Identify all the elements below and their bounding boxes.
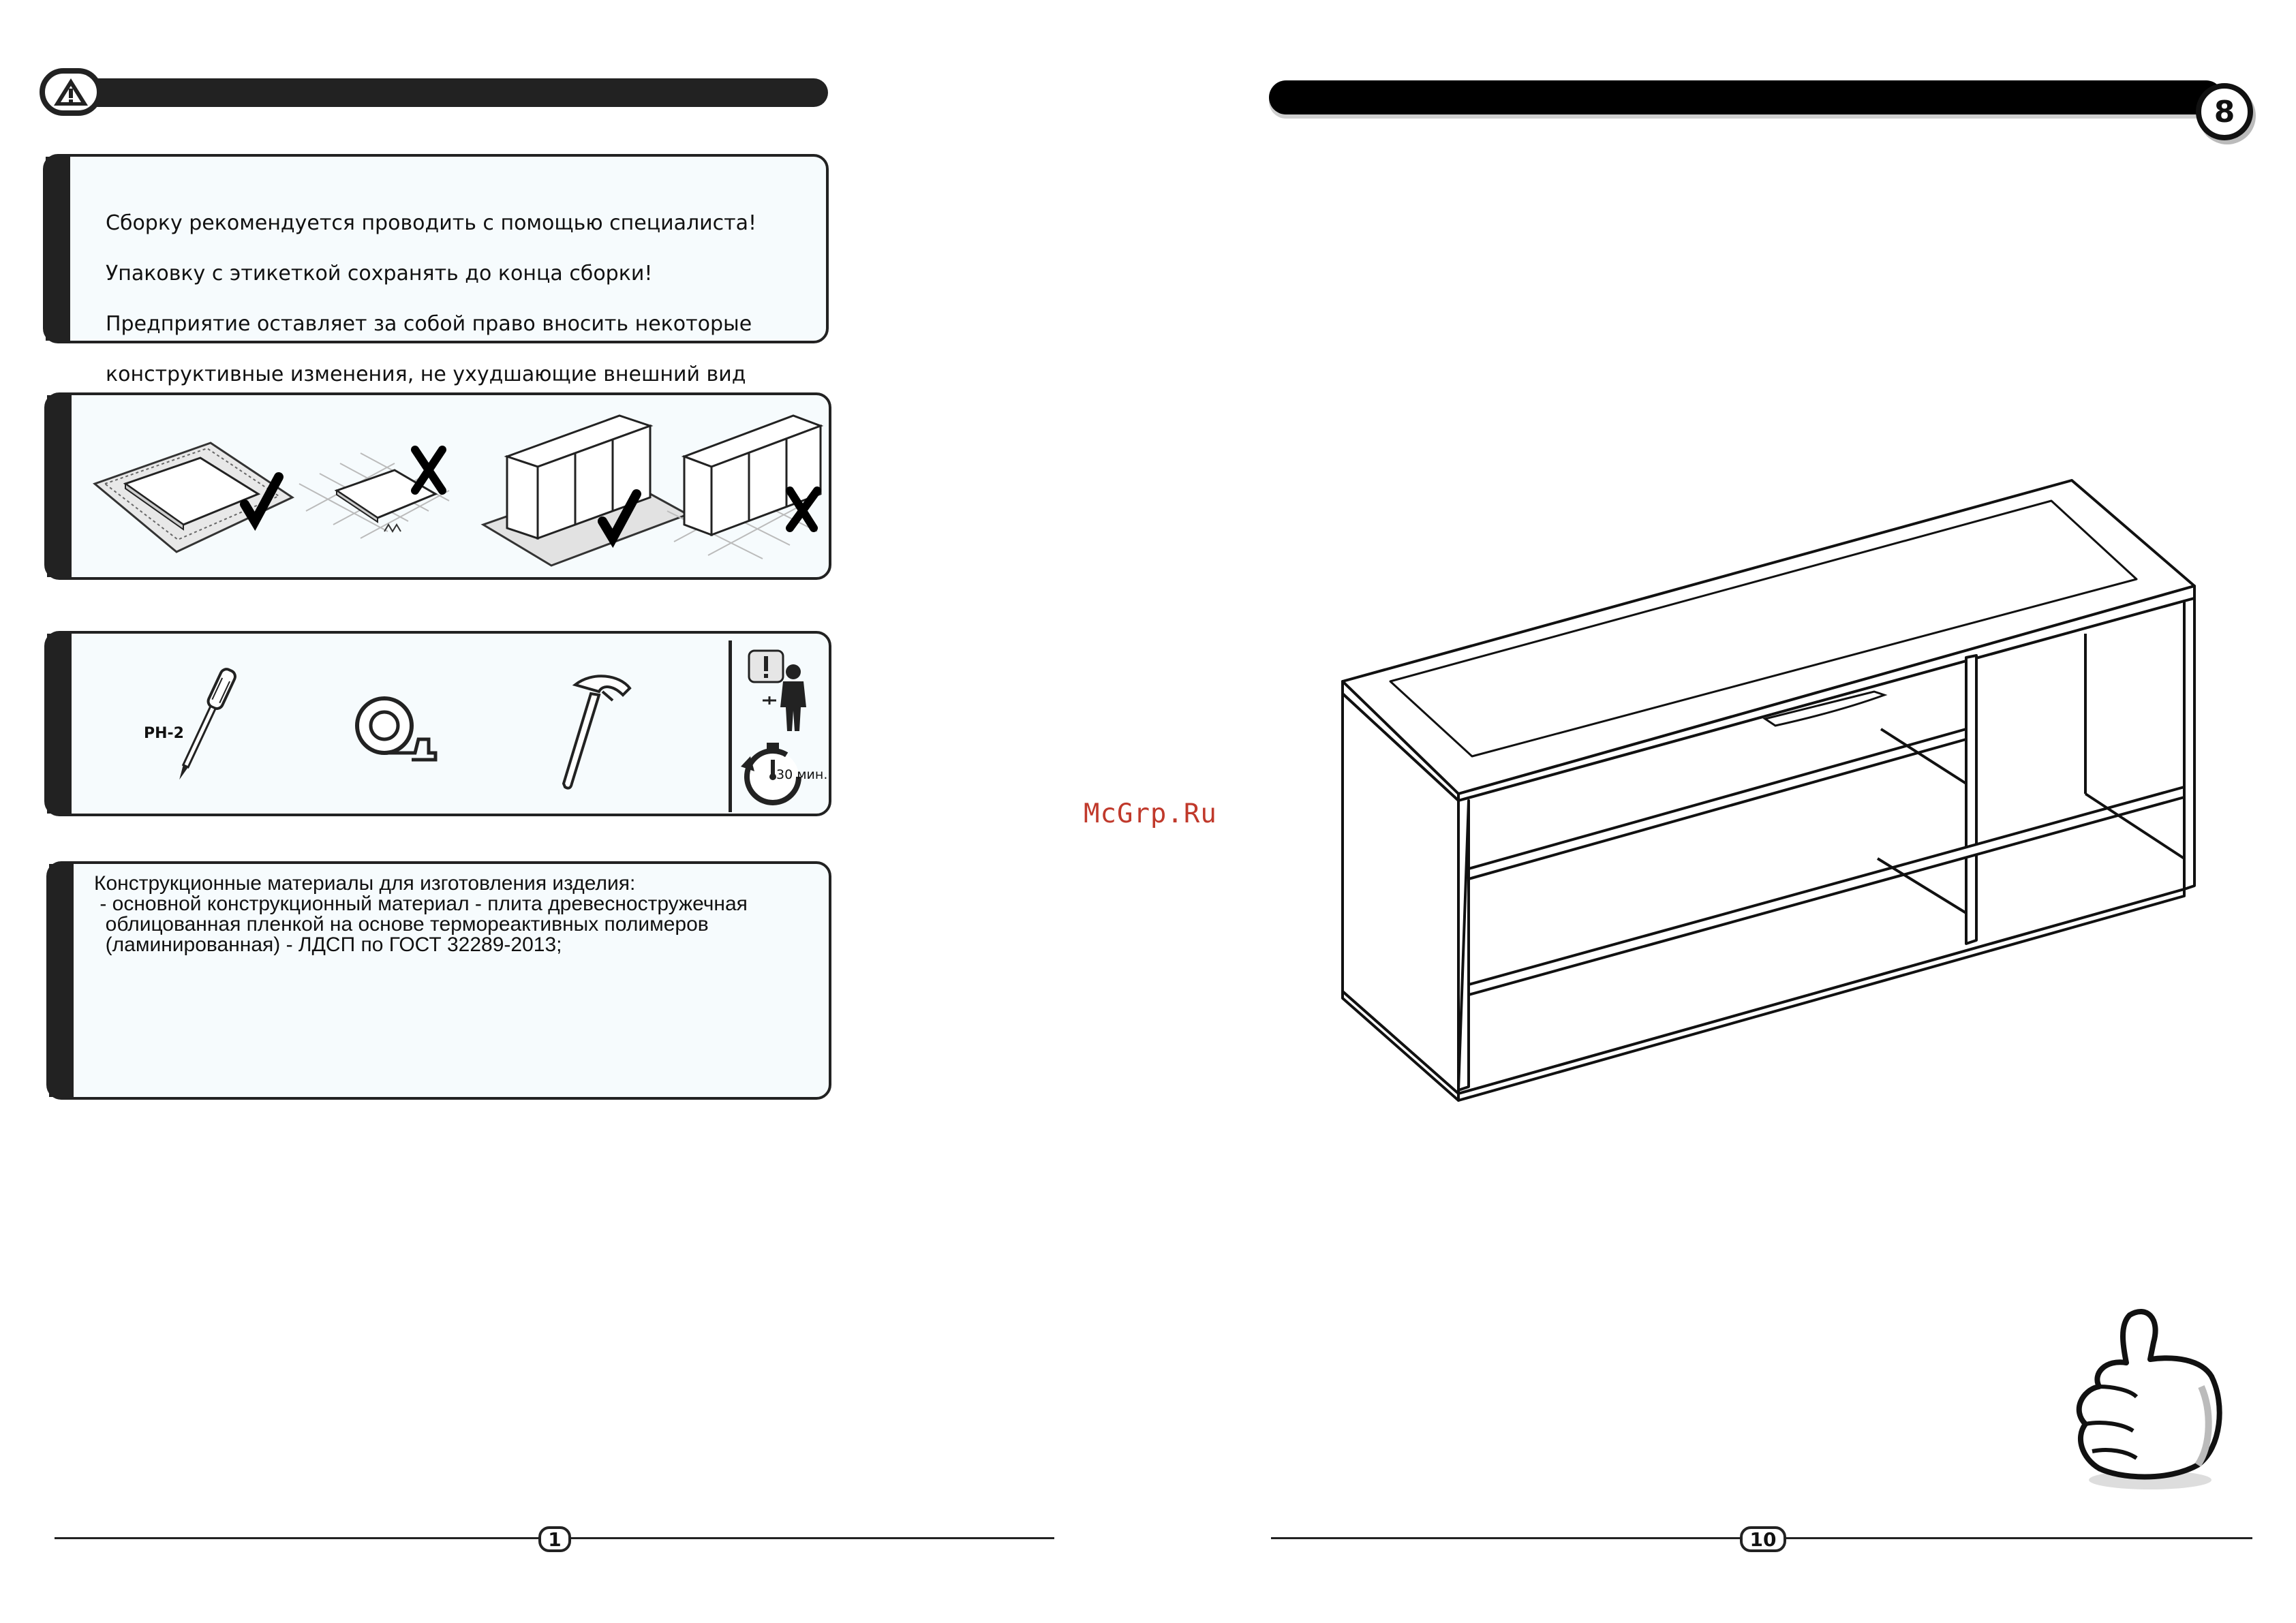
right-page-number: 10: [1740, 1526, 1786, 1552]
watermark: McGrp.Ru: [1084, 799, 1217, 829]
materials-line: (ламинированная) - ЛДСП по ГОСТ 32289-2013;: [94, 933, 562, 956]
notice-panel: [43, 154, 829, 386]
tape-measure-icon: [350, 688, 446, 770]
left-page-number: 1: [538, 1526, 571, 1552]
tools-divider: [729, 640, 732, 812]
screwdriver-icon: [159, 661, 248, 790]
materials-panel: [46, 861, 831, 1100]
left-header-bar: [41, 78, 828, 107]
cabinet-floor-cross-icon: [667, 416, 821, 559]
warning-badge: [40, 68, 102, 116]
notice-line: Предприятие оставляет за собой право вносить некоторые: [106, 312, 752, 336]
warning-triangle-icon: [52, 76, 90, 108]
materials-line: Конструкционные материалы для изготовления изделия:: [94, 872, 636, 895]
surface-illustrations: [74, 395, 831, 579]
notice-line: Упаковку с этикеткой сохранять до конца сборки!: [106, 262, 653, 285]
panel-strip: [46, 157, 70, 341]
time-label: 30 мин.: [776, 767, 828, 782]
surface-panel: [44, 392, 831, 580]
notice-line: Сборку рекомендуется проводить с помощью специалиста!: [106, 211, 757, 235]
cabinet-drawing: [1329, 477, 2201, 1111]
right-header-bar: [1269, 80, 2223, 114]
panel-strip: [47, 395, 72, 577]
hammer-icon: [545, 668, 640, 804]
materials-line: облицованная пленкой на основе термореактивных полимеров: [94, 913, 709, 936]
carpet-check-icon: [95, 443, 292, 552]
floor-cross-icon: [299, 450, 449, 538]
materials-line: - основной конструкционный материал - плита древесностружечная: [94, 893, 748, 915]
tools-panel: [44, 631, 831, 816]
screwdriver-label: PH-2: [144, 725, 184, 742]
step-number: 8: [2196, 83, 2253, 140]
cabinet-carpet-check-icon: [483, 416, 688, 566]
thumbs-up-icon: [2065, 1301, 2235, 1499]
panel-strip: [49, 864, 74, 1097]
notice-line: конструктивные изменения, не ухудшающие внешний вид: [106, 362, 746, 386]
panel-strip: [47, 634, 72, 814]
single-person-icon: [756, 660, 817, 735]
materials-text: [94, 874, 748, 955]
